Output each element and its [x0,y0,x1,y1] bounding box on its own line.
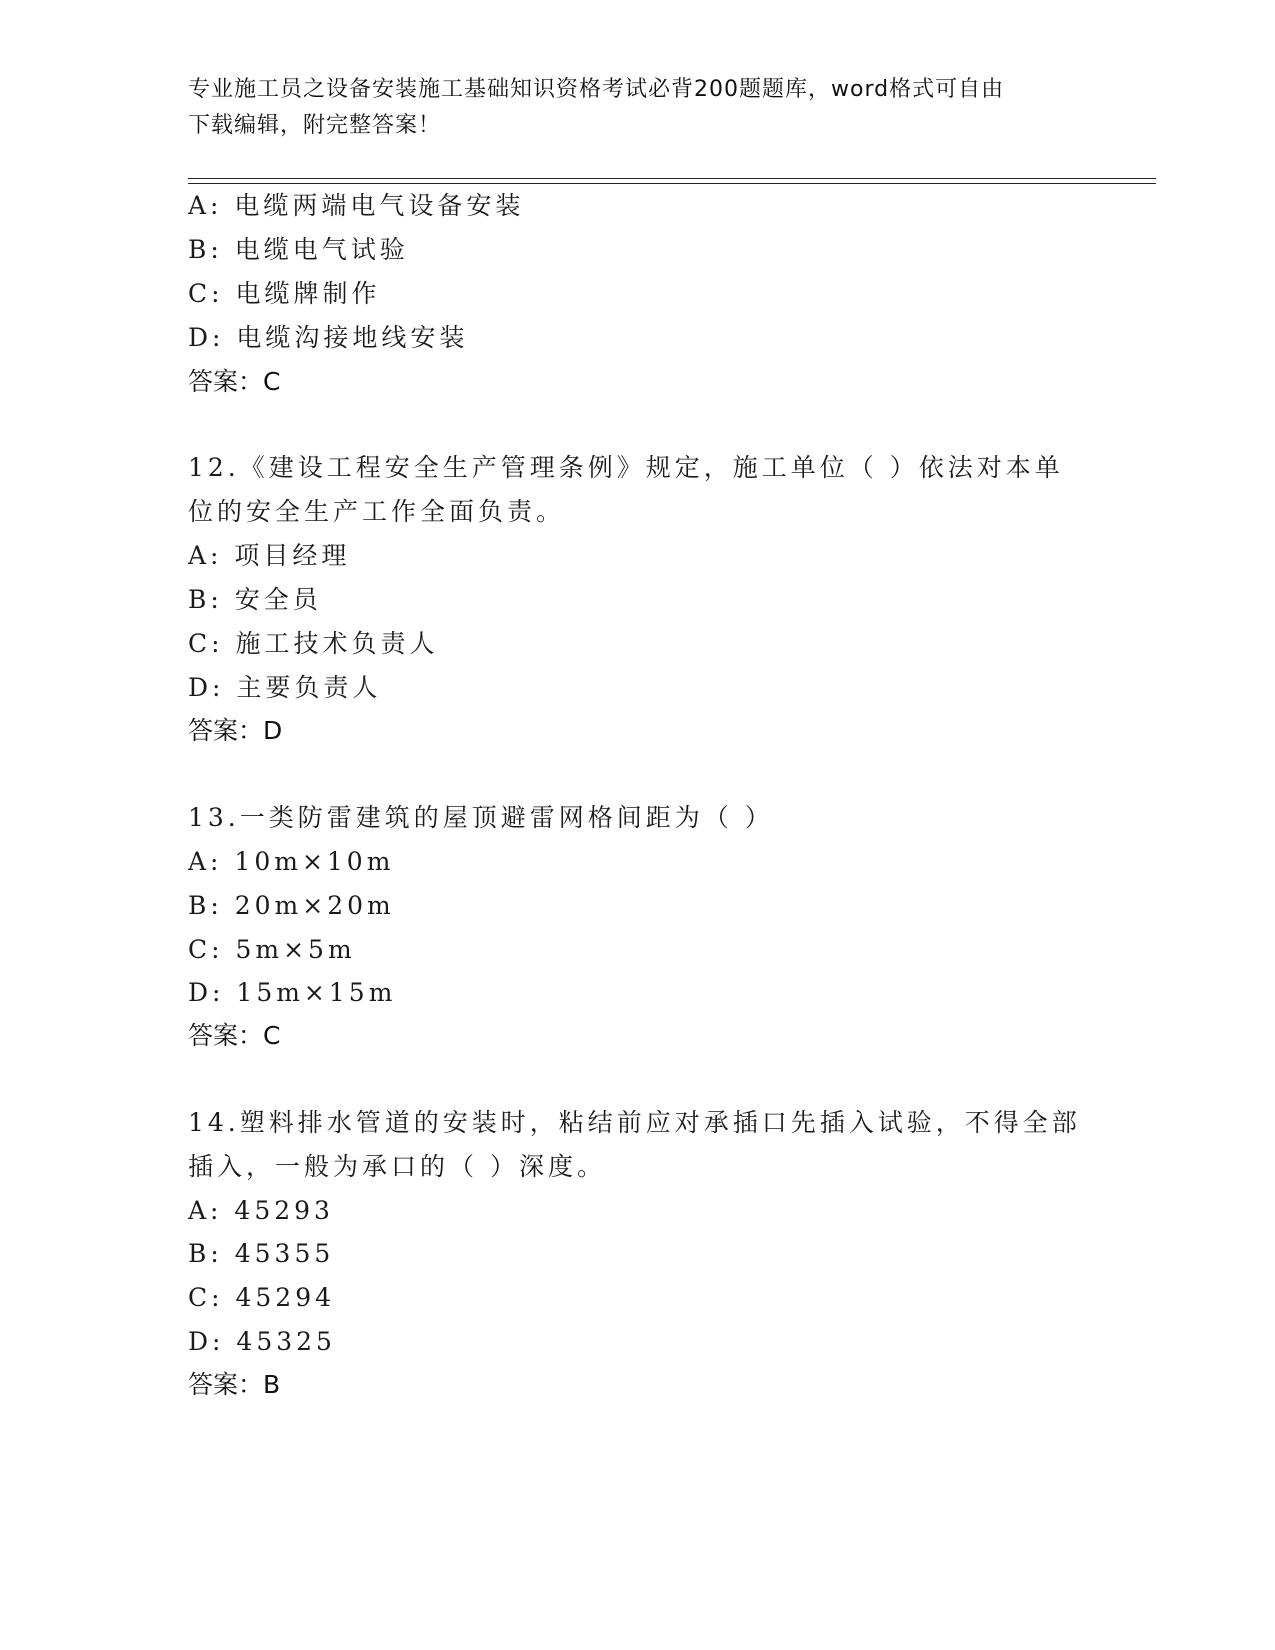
q14-stem-line-2: 插入，一般为承口的（ ）深度。 [188,1152,606,1181]
q14-option-c: C: 45294 [188,1283,336,1312]
q13-option-a: A: 10m×10m [188,847,395,876]
q13-option-d: D: 15m×15m [188,978,397,1007]
q12-stem-line-2: 位的安全生产工作全面负责。 [188,497,566,526]
q13-stem-line-1: 13.一类防雷建筑的屋顶避雷网格间距为（ ） [188,803,774,832]
header-line-2: 下载编辑，附完整答案！ [188,113,442,138]
q11-answer: 答案：C [188,367,281,396]
q12-stem-line-1: 12.《建设工程安全生产管理条例》规定，施工单位（ ）依法对本单 [188,453,1064,482]
q12-option-a: A: 项目经理 [188,541,351,570]
q13-answer: 答案：C [188,1021,281,1050]
q13-option-c: C: 5m×5m [188,935,356,964]
q14-option-a: A: 45293 [188,1196,334,1225]
header-divider-bottom [188,183,1156,184]
q12-answer: 答案：D [188,716,283,745]
header-divider-top [188,178,1156,179]
q11-option-c: C: 电缆牌制作 [188,279,381,308]
q11-option-d: D: 电缆沟接地线安装 [188,323,469,352]
q12-option-c: C: 施工技术负责人 [188,629,439,658]
document-header [188,72,1068,144]
q11-option-a: A: 电缆两端电气设备安装 [188,191,525,220]
q11-option-b: B: 电缆电气试验 [188,235,409,264]
q13-option-b: B: 20m×20m [188,891,395,920]
header-line-1: 专业施工员之设备安装施工基础知识资格考试必背200题题库，word格式可自由 [188,77,1005,102]
q14-option-b: B: 45355 [188,1239,335,1268]
q12-option-d: D: 主要负责人 [188,673,382,702]
q12-option-b: B: 安全员 [188,585,322,614]
q14-answer: 答案：B [188,1370,281,1399]
q14-option-d: D: 45325 [188,1327,336,1356]
q14-stem-line-1: 14.塑料排水管道的安装时，粘结前应对承插口先插入试验，不得全部 [188,1108,1081,1137]
